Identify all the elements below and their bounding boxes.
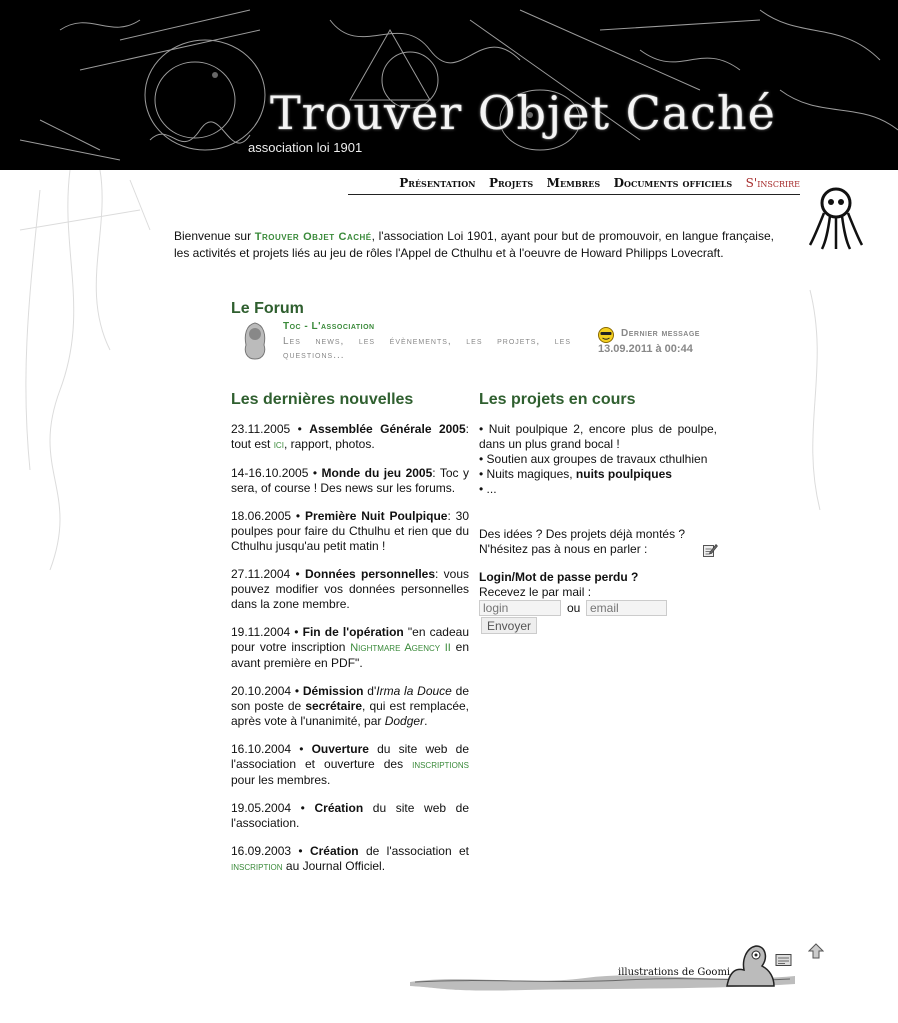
news-item: 19.05.2004 • Création du site web de l'association. — [231, 801, 469, 830]
news-text: : tout est — [231, 422, 469, 451]
news-date: 16.10.2004 — [231, 742, 292, 756]
or-label: ou — [567, 601, 581, 615]
forum-description: Les news, les évènements, les projets, les questions... — [283, 336, 571, 361]
project-text: ... — [486, 482, 497, 496]
site-subtitle: association loi 1901 — [248, 140, 363, 155]
banner-sketch-illustration — [0, 0, 898, 170]
news-date: 27.11.2004 — [231, 567, 291, 581]
news-date: 19.11.2004 — [231, 625, 291, 639]
news-emphasis: Dodger — [384, 714, 425, 728]
smiley-icon — [597, 326, 615, 344]
login-title: Login/Mot de passe perdu ? — [479, 570, 639, 584]
news-headline: Démission — [302, 684, 364, 698]
news-headline: Création — [314, 801, 364, 815]
news-text: : vous pouvez modifier vos données personnelles dans la zone membre. — [231, 567, 470, 611]
intro-text — [174, 228, 774, 261]
intro-body: , l'association Loi 1901, ayant pour but de promouvoir, en langue française, les activités et projets liés au jeu de rôles l'Appel de Cthulhu et à l'oeuvre de Howard Philipps Lovecraft. — [174, 229, 774, 260]
project-item: • ... — [479, 482, 497, 496]
projects-title: Les projets en cours — [479, 391, 636, 408]
news-text: pour les membres. — [231, 773, 331, 787]
news-headline: Ouverture — [311, 742, 369, 756]
news-text: , rapport, photos. — [283, 437, 375, 451]
news-date: 14-16.10.2005 — [231, 466, 309, 480]
news-list — [231, 422, 469, 888]
news-link-inscription[interactable]: inscription — [231, 861, 283, 873]
cthulhu-logo-icon[interactable] — [806, 183, 866, 253]
news-text: d' — [363, 684, 377, 698]
news-text: de son poste de — [231, 684, 469, 713]
main-nav — [348, 173, 800, 195]
last-message-label: Dernier message — [621, 328, 700, 339]
news-date: 16.09.2003 — [231, 844, 292, 858]
news-text: du site web de l'association. — [231, 801, 469, 830]
site-title: Trouver Objet Caché — [270, 86, 776, 140]
news-text: : 30 poulpes pour faire du Cthulhu et rien que du Cthulhu jusqu'au petit matin ! — [231, 509, 470, 553]
news-text: . — [424, 714, 428, 728]
news-headline: Création — [309, 844, 359, 858]
news-item: 19.11.2004 • Fin de l'opération "en cadeau pour votre inscription Nightmare Agency II en avant première en PDF". — [231, 625, 469, 670]
news-headline: Première Nuit Poulpique — [305, 509, 448, 523]
project-text: Soutien aux groupes de travaux cthulhien — [486, 452, 708, 466]
nav-signup[interactable]: S'inscrire — [745, 176, 800, 190]
forum-avatar-icon — [242, 321, 268, 361]
news-headline: Monde du jeu 2005 — [321, 466, 433, 480]
news-item: 20.10.2004 • Démission d'Irma la Douce de son poste de secrétaire, qui est remplacée, après vote à l'unanimité, par Dodger. — [231, 684, 469, 728]
news-text: , qui est remplacée, après vote à l'unanimité, par — [231, 699, 469, 728]
project-item: • Nuits magiques, nuits poulpiques — [479, 467, 672, 481]
projects-list — [479, 422, 717, 497]
nav-membres[interactable]: Membres — [546, 176, 601, 190]
project-item: • Soutien aux groupes de travaux cthulhien — [479, 452, 708, 466]
news-link-ici[interactable]: ici — [273, 439, 284, 451]
news-text: du site web de l'association et ouverture des — [231, 742, 469, 771]
forum-link[interactable]: Toc - L'association — [283, 321, 375, 332]
project-text: Nuits magiques, — [486, 467, 576, 481]
news-item: 23.11.2005 • Assemblée Générale 2005: tout est ici, rapport, photos. — [231, 422, 469, 451]
news-title: Les dernières nouvelles — [231, 391, 414, 408]
intro-prefix: Bienvenue sur — [174, 229, 255, 243]
news-item: 16.10.2004 • Ouverture du site web de l'association et ouverture des inscriptions pour les membres. — [231, 742, 469, 787]
ideas-text: Des idées ? Des projets déjà montés ? N'hésitez pas à nous en parler : — [479, 527, 686, 556]
news-text: de l'association et — [358, 844, 469, 858]
nav-projets[interactable]: Projets — [488, 176, 534, 190]
last-message-date: 13.09.2011 à 00:44 — [598, 343, 693, 355]
back-to-top-icon[interactable] — [808, 943, 824, 959]
intro-site-link[interactable]: Trouver Objet Caché — [254, 231, 372, 243]
forum-title: Le Forum — [231, 300, 304, 317]
news-item: 14-16.10.2005 • Monde du jeu 2005: Toc y sera, of course ! Des news sur les forums. — [231, 466, 469, 495]
news-link-inscriptions[interactable]: inscriptions — [412, 759, 469, 771]
news-item: 16.09.2003 • Création de l'association et inscription au Journal Officiel. — [231, 844, 469, 873]
project-item: • Nuit poulpique 2, encore plus de poulpe, dans un plus grand bocal ! — [479, 422, 717, 451]
mail-icon[interactable] — [775, 953, 793, 967]
send-button[interactable]: Envoyer — [481, 617, 537, 634]
news-text: : Toc y sera, of course ! Des news sur les forums. — [231, 466, 469, 495]
email-input[interactable] — [586, 600, 667, 616]
nav-presentation[interactable]: Présentation — [399, 176, 476, 190]
news-date: 20.10.2004 — [231, 684, 292, 698]
news-date: 19.05.2004 — [231, 801, 292, 815]
news-item: 18.06.2005 • Première Nuit Poulpique: 30 poulpes pour faire du Cthulhu et rien que du Cthulhu jusqu'au petit matin ! — [231, 509, 470, 553]
nav-documents-officiels[interactable]: Documents officiels — [613, 176, 733, 190]
news-strong: secrétaire — [305, 699, 363, 713]
project-text: Nuit poulpique 2, encore plus de poulpe, dans un plus grand bocal ! — [479, 422, 717, 451]
write-message-icon[interactable] — [702, 542, 718, 558]
project-strong: nuits poulpiques — [575, 467, 672, 481]
news-item: 27.11.2004 • Données personnelles: vous pouvez modifier vos données personnelles dans la zone membre. — [231, 567, 470, 611]
news-emphasis: Irma la Douce — [376, 684, 452, 698]
header-banner — [0, 0, 898, 170]
news-link-nightmare-agency[interactable]: Nightmare Agency II — [350, 642, 451, 654]
news-headline: Assemblée Générale 2005 — [309, 422, 466, 436]
login-subtitle: Recevez le par mail : — [479, 585, 592, 599]
news-headline: Données personnelles — [305, 567, 436, 581]
news-headline: Fin de l'opération — [302, 625, 404, 639]
news-date: 23.11.2005 — [231, 422, 291, 436]
footer-credit: illustrations de Goomi — [618, 967, 731, 978]
creature-illustration — [722, 940, 777, 990]
login-input[interactable] — [479, 600, 561, 616]
news-date: 18.06.2005 — [231, 509, 292, 523]
news-text: "en cadeau pour votre inscription — [231, 625, 469, 654]
news-text: en avant première en PDF". — [231, 640, 469, 670]
news-text: au Journal Officiel. — [282, 859, 386, 873]
